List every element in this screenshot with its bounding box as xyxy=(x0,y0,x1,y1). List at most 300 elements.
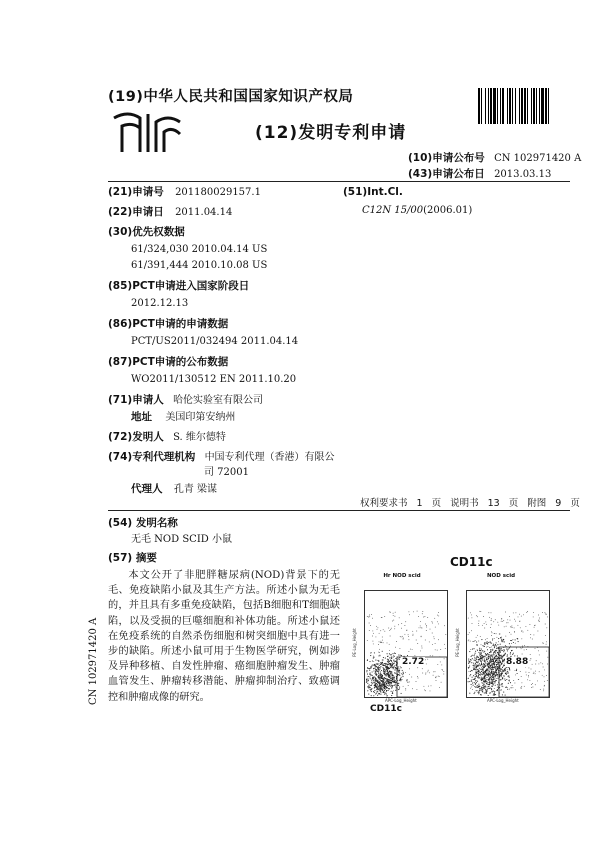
scatter-point xyxy=(435,627,436,628)
scatter-point xyxy=(371,680,372,681)
scatter-point xyxy=(378,666,379,667)
scatter-point xyxy=(501,663,502,664)
scatter-point xyxy=(372,660,373,661)
scatter-point xyxy=(484,688,485,689)
scatter-point xyxy=(386,666,387,667)
scatter-point xyxy=(368,676,369,677)
scatter-point xyxy=(497,662,498,663)
scatter-point xyxy=(531,669,532,670)
scatter-point xyxy=(388,676,389,677)
scatter-point xyxy=(488,688,489,689)
scatter-point xyxy=(495,656,496,657)
scatter-point xyxy=(491,667,492,668)
scatter-point xyxy=(502,669,503,670)
scatter-point xyxy=(474,657,475,658)
scatter-point xyxy=(468,639,469,640)
scatter-point xyxy=(390,612,391,613)
scatter-point xyxy=(481,649,482,650)
scatter-point xyxy=(509,668,510,669)
int-cl-label: (51)Int.Cl. xyxy=(343,186,403,198)
scatter-point xyxy=(497,664,498,665)
scatter-point xyxy=(497,622,498,623)
scatter-point xyxy=(498,688,499,689)
scatter-point xyxy=(412,649,413,650)
scatter-point xyxy=(508,667,509,668)
scatter-point xyxy=(424,616,425,617)
scatter-point xyxy=(489,678,490,679)
scatter-point xyxy=(440,661,441,662)
scatter-point xyxy=(431,685,432,686)
scatter-point xyxy=(499,655,500,656)
scatter-point xyxy=(496,637,497,638)
scatter-point xyxy=(473,665,474,666)
scatter-point xyxy=(399,687,400,688)
scatter-point xyxy=(476,670,477,671)
scatter-point xyxy=(483,666,484,667)
scatter-point xyxy=(521,676,522,677)
scatter-point xyxy=(499,648,500,649)
scatter-point xyxy=(379,677,380,678)
scatter-point xyxy=(527,646,528,647)
scatter-point xyxy=(521,687,522,688)
scatter-point xyxy=(510,626,511,627)
scatter-point xyxy=(402,674,403,675)
scatter-point xyxy=(479,648,480,649)
scatter-point xyxy=(391,691,392,692)
scatter-point xyxy=(509,669,510,670)
scatter-point xyxy=(491,672,492,673)
scatter-point xyxy=(399,648,400,649)
scatter-point xyxy=(544,669,545,670)
scatter-point xyxy=(503,692,504,693)
scatter-point xyxy=(492,669,493,670)
scatter-point xyxy=(366,680,367,681)
scatter-point xyxy=(495,694,496,695)
scatter-point xyxy=(490,660,491,661)
scatter-point xyxy=(498,641,499,642)
scatter-point xyxy=(499,684,500,685)
scatter-point xyxy=(492,649,493,650)
scatter-point xyxy=(376,669,377,670)
scatter-point xyxy=(389,676,390,677)
scatter-point xyxy=(492,640,493,641)
scatter-point xyxy=(474,682,475,683)
scatter-point xyxy=(470,659,471,660)
scatter-point xyxy=(512,685,513,686)
scatter-point xyxy=(527,611,528,612)
scatter-point xyxy=(522,647,523,648)
scatter-point xyxy=(501,672,502,673)
scatter-point xyxy=(416,640,417,641)
scatter-point xyxy=(395,669,396,670)
scatter-point xyxy=(403,686,404,687)
scatter-point xyxy=(540,689,541,690)
scatter-point xyxy=(491,620,492,621)
scatter-point xyxy=(545,635,546,636)
scatter-point xyxy=(389,650,390,651)
scatter-point xyxy=(491,676,492,677)
scatter-point xyxy=(389,653,390,654)
scatter-point xyxy=(472,677,473,678)
scatter-point xyxy=(489,674,490,675)
scatter-point xyxy=(483,652,484,653)
scatter-point xyxy=(538,650,539,651)
scatter-point xyxy=(393,678,394,679)
scatter-point xyxy=(514,631,515,632)
scatter-point xyxy=(388,685,389,686)
scatter-point xyxy=(484,676,485,677)
scatter-point xyxy=(476,690,477,691)
patent-agency: (74)专利代理机构 中国专利代理（香港）有限公 xyxy=(108,451,335,463)
scatter-point xyxy=(371,667,372,668)
scatter-point xyxy=(410,649,411,650)
scatter-point xyxy=(379,649,380,650)
scatter-point xyxy=(370,687,371,688)
scatter-point xyxy=(543,689,544,690)
scatter-point xyxy=(471,614,472,615)
scatter-point xyxy=(479,692,480,693)
scatter-point xyxy=(427,617,428,618)
scatter-point xyxy=(386,679,387,680)
pct-publication-data: WO2011/130512 EN 2011.10.20 xyxy=(131,374,297,385)
scatter-point xyxy=(503,660,504,661)
scatter-point xyxy=(378,644,379,645)
scatter-point xyxy=(492,650,493,651)
scatter-point xyxy=(387,642,388,643)
scatter-point xyxy=(398,624,399,625)
scatter-point xyxy=(400,679,401,680)
scatter-point xyxy=(472,658,473,659)
scatter-point xyxy=(546,627,547,628)
scatter-point xyxy=(506,686,507,687)
scatter-point xyxy=(489,688,490,689)
scatter-point xyxy=(505,673,506,674)
scatter-point xyxy=(367,668,368,669)
scatter-point xyxy=(532,639,533,640)
scatter-point xyxy=(524,645,525,646)
scatter-point xyxy=(388,667,389,668)
scatter-point xyxy=(480,636,481,637)
scatter-point xyxy=(468,640,469,641)
scatter-point xyxy=(468,634,469,635)
scatter-right xyxy=(467,591,549,697)
scatter-point xyxy=(420,621,421,622)
scatter-point xyxy=(439,676,440,677)
scatter-point xyxy=(392,662,393,663)
scatter-point xyxy=(471,686,472,687)
scatter-point xyxy=(547,664,548,665)
scatter-point xyxy=(472,623,473,624)
scatter-point xyxy=(372,664,373,665)
scatter-point xyxy=(489,668,490,669)
scatter-point xyxy=(535,625,536,626)
scatter-point xyxy=(476,676,477,677)
scatter-point xyxy=(382,676,383,677)
scatter-point xyxy=(521,682,522,683)
scatter-point xyxy=(416,631,417,632)
scatter-point xyxy=(408,685,409,686)
scatter-point xyxy=(479,654,480,655)
scatter-point xyxy=(489,671,490,672)
scatter-point xyxy=(482,625,483,626)
scatter-point xyxy=(496,664,497,665)
scatter-point xyxy=(389,682,390,683)
scatter-point xyxy=(489,678,490,679)
scatter-point xyxy=(430,655,431,656)
scatter-point xyxy=(498,682,499,683)
scatter-point xyxy=(516,647,517,648)
scatter-point xyxy=(500,649,501,650)
scatter-point xyxy=(379,641,380,642)
scatter-point xyxy=(509,681,510,682)
scatter-point xyxy=(481,657,482,658)
scatter-point xyxy=(408,651,409,652)
scatter-point xyxy=(495,653,496,654)
scatter-point xyxy=(423,686,424,687)
scatter-point xyxy=(397,663,398,664)
scatter-point xyxy=(480,661,481,662)
scatter-point xyxy=(397,680,398,681)
scatter-point xyxy=(533,612,534,613)
scatter-point xyxy=(380,630,381,631)
scatter-point xyxy=(527,630,528,631)
scatter-point xyxy=(529,680,530,681)
scatter-point xyxy=(506,679,507,680)
scatter-point xyxy=(475,667,476,668)
scatter-point xyxy=(379,690,380,691)
scatter-point xyxy=(469,632,470,633)
scatter-point xyxy=(422,673,423,674)
scatter-point xyxy=(483,681,484,682)
scatter-point xyxy=(493,644,494,645)
scatter-point xyxy=(482,685,483,686)
scatter-point xyxy=(510,646,511,647)
scatter-point xyxy=(480,656,481,657)
scatter-point xyxy=(515,621,516,622)
scatter-point xyxy=(487,653,488,654)
scatter-point xyxy=(501,619,502,620)
scatter-point xyxy=(479,668,480,669)
scatter-point xyxy=(473,663,474,664)
scatter-point xyxy=(478,659,479,660)
scatter-point xyxy=(382,640,383,641)
scatter-point xyxy=(384,674,385,675)
scatter-point xyxy=(482,645,483,646)
scatter-point xyxy=(390,636,391,637)
scatter-point xyxy=(404,634,405,635)
scatter-point xyxy=(508,622,509,623)
scatter-point xyxy=(421,646,422,647)
scatter-point xyxy=(517,638,518,639)
scatter-point xyxy=(390,654,391,655)
scatter-point xyxy=(500,662,501,663)
scatter-point xyxy=(414,655,415,656)
scatter-point xyxy=(484,644,485,645)
scatter-point xyxy=(386,683,387,684)
scatter-point xyxy=(379,667,380,668)
scatter-point xyxy=(372,679,373,680)
scatter-point xyxy=(507,673,508,674)
scatter-point xyxy=(487,674,488,675)
scatter-point xyxy=(377,691,378,692)
scatter-point xyxy=(393,615,394,616)
scatter-point xyxy=(539,619,540,620)
scatter-point xyxy=(492,668,493,669)
scatter-point xyxy=(502,621,503,622)
scatter-point xyxy=(432,633,433,634)
scatter-point xyxy=(534,627,535,628)
scatter-point xyxy=(501,650,502,651)
scatter-point xyxy=(484,643,485,644)
scatter-point xyxy=(445,648,446,649)
scatter-point xyxy=(493,693,494,694)
scatter-point xyxy=(392,677,393,678)
scatter-point xyxy=(401,679,402,680)
side-publication-number: CN 102971420 A xyxy=(88,617,99,705)
scatter-point xyxy=(379,669,380,670)
scatter-point xyxy=(372,636,373,637)
scatter-point xyxy=(403,638,404,639)
scatter-point xyxy=(543,690,544,691)
scatter-point xyxy=(403,639,404,640)
scatter-point xyxy=(487,665,488,666)
scatter-point xyxy=(412,688,413,689)
scatter-point xyxy=(547,657,548,658)
scatter-point xyxy=(378,671,379,672)
scatter-point xyxy=(536,660,537,661)
scatter-point xyxy=(371,688,372,689)
scatter-point xyxy=(477,656,478,657)
scatter-point xyxy=(512,650,513,651)
scatter-point xyxy=(369,668,370,669)
scatter-point xyxy=(432,644,433,645)
scatter-point xyxy=(387,685,388,686)
scatter-point xyxy=(399,617,400,618)
scatter-point xyxy=(379,656,380,657)
scatter-point xyxy=(494,688,495,689)
scatter-point xyxy=(424,689,425,690)
scatter-point xyxy=(387,659,388,660)
scatter-point xyxy=(471,617,472,618)
scatter-point xyxy=(485,689,486,690)
scatter-point xyxy=(485,692,486,693)
scatter-point xyxy=(490,642,491,643)
scatter-point xyxy=(477,649,478,650)
scatter-point xyxy=(441,664,442,665)
scatter-point xyxy=(381,678,382,679)
scatter-point xyxy=(384,690,385,691)
scatter-point xyxy=(504,641,505,642)
scatter-point xyxy=(545,646,546,647)
scatter-point xyxy=(469,665,470,666)
scatter-point xyxy=(488,673,489,674)
scatter-point xyxy=(505,695,506,696)
scatter-point xyxy=(471,680,472,681)
scatter-point xyxy=(400,636,401,637)
scatter-point xyxy=(394,682,395,683)
scatter-point xyxy=(491,664,492,665)
pct-national-phase-date: 2012.12.13 xyxy=(131,298,189,309)
scatter-point xyxy=(376,693,377,694)
scatter-point xyxy=(383,657,384,658)
scatter-point xyxy=(444,644,445,645)
scatter-point xyxy=(501,641,502,642)
scatter-point xyxy=(384,616,385,617)
scatter-point xyxy=(377,629,378,630)
scatter-point xyxy=(389,657,390,658)
scatter-point xyxy=(393,675,394,676)
scatter-point xyxy=(369,684,370,685)
scatter-point xyxy=(405,621,406,622)
scatter-point xyxy=(421,628,422,629)
scatter-point xyxy=(539,618,540,619)
scatter-point xyxy=(489,647,490,648)
scatter-point xyxy=(495,680,496,681)
scatter-point xyxy=(473,641,474,642)
scatter-point xyxy=(488,695,489,696)
scatter-point xyxy=(477,671,478,672)
scatter-point xyxy=(376,689,377,690)
scatter-point xyxy=(492,691,493,692)
scatter-point xyxy=(493,663,494,664)
scatter-point xyxy=(439,687,440,688)
scatter-point xyxy=(491,686,492,687)
scatter-point xyxy=(533,616,534,617)
scatter-point xyxy=(367,640,368,641)
scatter-point xyxy=(506,674,507,675)
scatter-point xyxy=(374,673,375,674)
scatter-point xyxy=(395,680,396,681)
scatter-point xyxy=(530,654,531,655)
scatter-point xyxy=(475,672,476,673)
scatter-point xyxy=(369,630,370,631)
scatter-point xyxy=(488,686,489,687)
scatter-point xyxy=(482,691,483,692)
scatter-point xyxy=(390,680,391,681)
scatter-point xyxy=(497,666,498,667)
scatter-point xyxy=(526,649,527,650)
scatter-point xyxy=(394,685,395,686)
scatter-point xyxy=(523,632,524,633)
scatter-point xyxy=(366,671,367,672)
scatter-point xyxy=(378,652,379,653)
scatter-point xyxy=(521,630,522,631)
scatter-point xyxy=(475,660,476,661)
scatter-point xyxy=(480,690,481,691)
scatter-point xyxy=(522,654,523,655)
scatter-point xyxy=(416,681,417,682)
scatter-point xyxy=(488,675,489,676)
scatter-point xyxy=(382,637,383,638)
scatter-point xyxy=(380,683,381,684)
scatter-point xyxy=(488,676,489,677)
scatter-point xyxy=(499,650,500,651)
scatter-point xyxy=(368,687,369,688)
scatter-point xyxy=(468,659,469,660)
scatter-point xyxy=(373,633,374,634)
scatter-point xyxy=(372,641,373,642)
scatter-point xyxy=(497,684,498,685)
scatter-point xyxy=(499,670,500,671)
scatter-point xyxy=(372,618,373,619)
scatter-point xyxy=(501,664,502,665)
scatter-point xyxy=(502,672,503,673)
scatter-point xyxy=(472,689,473,690)
scatter-point xyxy=(389,630,390,631)
scatter-point xyxy=(388,628,389,629)
scatter-point xyxy=(386,673,387,674)
scatter-point xyxy=(437,621,438,622)
